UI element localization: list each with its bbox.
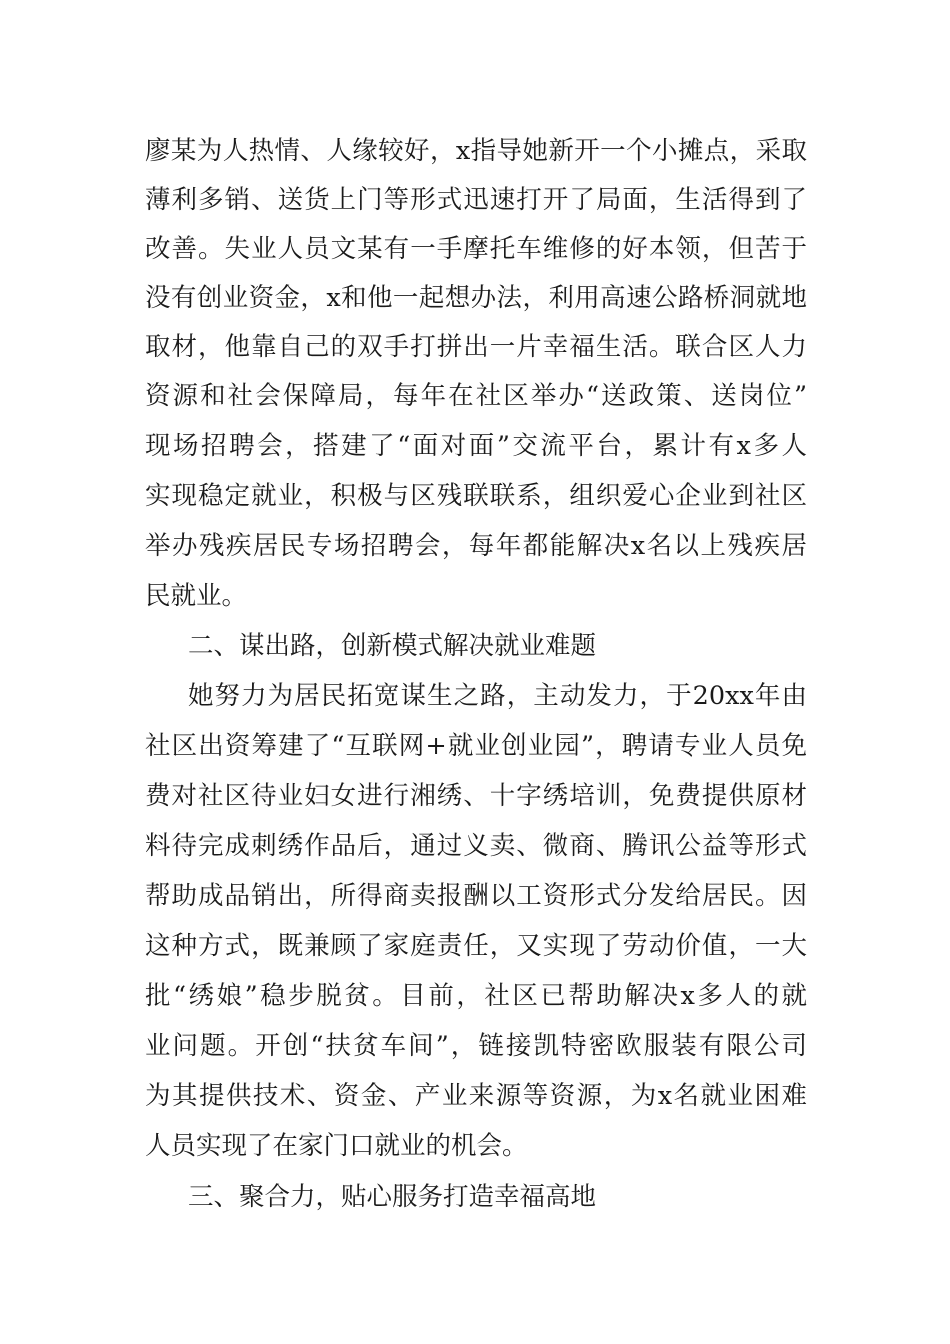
paragraph-line: 民就业。 bbox=[145, 581, 248, 611]
paragraph-line: 廖某为人热情、人缘较好，x指导她新开一个小摊点，采取 bbox=[145, 136, 807, 166]
paragraph-line: 批“绣娘”稳步脱贫。目前，社区已帮助解决x多人的就 bbox=[145, 981, 807, 1011]
paragraph-line: 改善。失业人员文某有一手摩托车维修的好本领，但苦于 bbox=[145, 234, 807, 264]
paragraph-line: 料待完成刺绣作品后，通过义卖、微商、腾讯公益等形式 bbox=[145, 831, 807, 861]
paragraph-line: 社区出资筹建了“互联网+就业创业园”，聘请专业人员免 bbox=[145, 731, 807, 761]
paragraph-line: 这种方式，既兼顾了家庭责任，又实现了劳动价值，一大 bbox=[145, 931, 807, 961]
section-heading: 三、聚合力，贴心服务打造幸福高地 bbox=[188, 1182, 597, 1212]
paragraph-line: 为其提供技术、资金、产业来源等资源，为x名就业困难 bbox=[145, 1081, 807, 1111]
paragraph-line: 举办残疾居民专场招聘会，每年都能解决x名以上残疾居 bbox=[145, 531, 807, 561]
paragraph-line: 帮助成品销出，所得商卖报酬以工资形式分发给居民。因 bbox=[145, 881, 807, 911]
paragraph-line: 人员实现了在家门口就业的机会。 bbox=[145, 1131, 528, 1161]
paragraph-line: 她努力为居民拓宽谋生之路，主动发力，于20xx年由 bbox=[188, 681, 807, 711]
paragraph-line: 业问题。开创“扶贫车间”，链接凯特密欧服装有限公司 bbox=[145, 1031, 807, 1061]
paragraph-line: 实现稳定就业，积极与区残联联系，组织爱心企业到社区 bbox=[145, 481, 807, 511]
paragraph-line: 没有创业资金，x和他一起想办法，利用高速公路桥洞就地 bbox=[145, 283, 807, 313]
paragraph-line: 取材，他靠自己的双手打拼出一片幸福生活。联合区人力 bbox=[145, 332, 807, 362]
paragraph-line: 现场招聘会，搭建了“面对面”交流平台，累计有x多人 bbox=[145, 431, 807, 461]
paragraph-line: 薄利多销、送货上门等形式迅速打开了局面，生活得到了 bbox=[145, 185, 807, 215]
paragraph-line: 费对社区待业妇女进行湘绣、十字绣培训，免费提供原材 bbox=[145, 781, 807, 811]
paragraph-line: 资源和社会保障局，每年在社区举办“送政策、送岗位” bbox=[145, 381, 807, 411]
section-heading: 二、谋出路，创新模式解决就业难题 bbox=[188, 631, 597, 661]
